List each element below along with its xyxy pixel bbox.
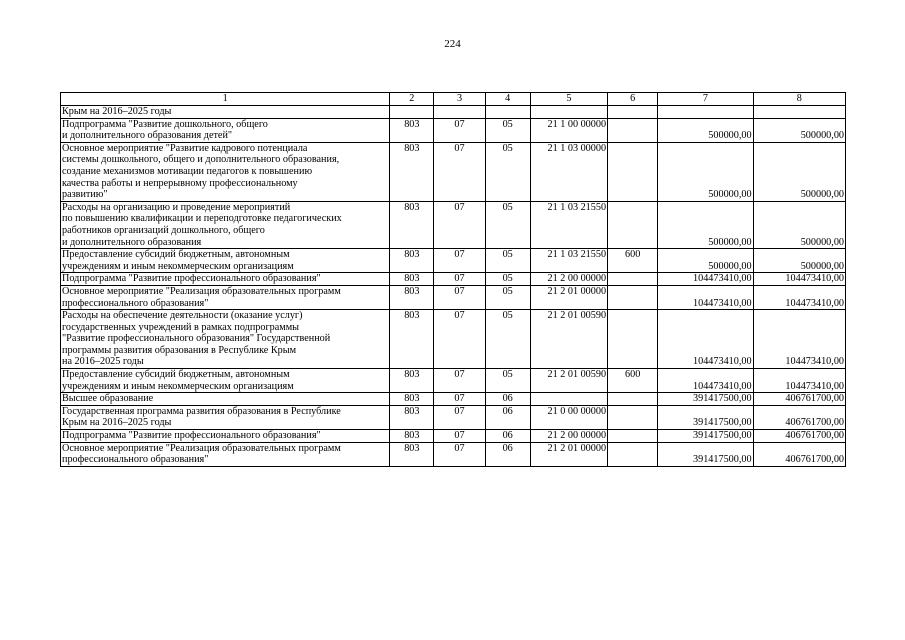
razdel-cell: 07 bbox=[434, 249, 485, 273]
target-article-cell bbox=[530, 106, 607, 119]
razdel-cell: 07 bbox=[434, 273, 485, 286]
glava-cell: 803 bbox=[390, 369, 434, 393]
podrazdel-cell: 06 bbox=[485, 442, 530, 466]
table-row bbox=[61, 201, 846, 248]
amount-2024-cell: 391417500,00 bbox=[658, 405, 753, 429]
expense-type-cell bbox=[608, 201, 658, 248]
razdel-cell: 07 bbox=[434, 442, 485, 466]
header-cell: 1 bbox=[61, 93, 390, 106]
table-row bbox=[61, 118, 846, 142]
row-name-cell: Основное мероприятие "Развитие кадрового потенциала системы дошкольного, общего и дополнительного образования, создание механизмов мотивации педагогов к повышению качества работы и непрерывному профессиональному развитию" bbox=[61, 142, 390, 201]
amount-2025-cell: 500000,00 bbox=[753, 118, 845, 142]
amount-2024-cell: 500000,00 bbox=[658, 249, 753, 273]
razdel-cell: 07 bbox=[434, 285, 485, 309]
header-cell: 7 bbox=[658, 93, 753, 106]
row-name-cell: Подпрограмма "Развитие профессионального образования" bbox=[61, 273, 390, 286]
podrazdel-cell: 05 bbox=[485, 273, 530, 286]
amount-2025-cell: 406761700,00 bbox=[753, 393, 845, 406]
table-row bbox=[61, 393, 846, 406]
amount-2025-cell: 406761700,00 bbox=[753, 442, 845, 466]
podrazdel-cell: 06 bbox=[485, 393, 530, 406]
amount-2024-cell: 104473410,00 bbox=[658, 310, 753, 369]
amount-2024-cell: 500000,00 bbox=[658, 142, 753, 201]
amount-2024-cell: 391417500,00 bbox=[658, 393, 753, 406]
podrazdel-cell: 05 bbox=[485, 118, 530, 142]
table-row bbox=[61, 405, 846, 429]
glava-cell: 803 bbox=[390, 249, 434, 273]
table-row bbox=[61, 310, 846, 369]
budget-table bbox=[60, 92, 846, 467]
row-name-cell: Государственная программа развития образования в Республике Крым на 2016–2025 годы bbox=[61, 405, 390, 429]
row-name-cell: Основное мероприятие "Реализация образовательных программ профессионального образования" bbox=[61, 285, 390, 309]
row-name-cell: Подпрограмма "Развитие дошкольного, общего и дополнительного образования детей" bbox=[61, 118, 390, 142]
page-number: 224 bbox=[444, 38, 461, 50]
razdel-cell: 07 bbox=[434, 118, 485, 142]
target-article-cell: 21 2 01 00000 bbox=[530, 285, 607, 309]
podrazdel-cell: 05 bbox=[485, 310, 530, 369]
expense-type-cell bbox=[608, 106, 658, 119]
header-cell: 4 bbox=[485, 93, 530, 106]
table-row bbox=[61, 369, 846, 393]
glava-cell: 803 bbox=[390, 142, 434, 201]
expense-type-cell bbox=[608, 405, 658, 429]
target-article-cell: 21 1 03 00000 bbox=[530, 142, 607, 201]
glava-cell bbox=[390, 106, 434, 119]
razdel-cell: 07 bbox=[434, 369, 485, 393]
razdel-cell: 07 bbox=[434, 430, 485, 443]
header-cell: 6 bbox=[608, 93, 658, 106]
target-article-cell: 21 2 01 00590 bbox=[530, 369, 607, 393]
podrazdel-cell: 06 bbox=[485, 430, 530, 443]
table-row bbox=[61, 273, 846, 286]
row-name-cell: Предоставление субсидий бюджетным, автономным учреждениям и иным некоммерческим организациям bbox=[61, 249, 390, 273]
amount-2025-cell: 104473410,00 bbox=[753, 285, 845, 309]
amount-2025-cell: 104473410,00 bbox=[753, 310, 845, 369]
expense-type-cell bbox=[608, 430, 658, 443]
row-name-cell: Высшее образование bbox=[61, 393, 390, 406]
razdel-cell: 07 bbox=[434, 310, 485, 369]
podrazdel-cell bbox=[485, 106, 530, 119]
glava-cell: 803 bbox=[390, 442, 434, 466]
podrazdel-cell: 05 bbox=[485, 249, 530, 273]
amount-2025-cell bbox=[753, 106, 845, 119]
podrazdel-cell: 05 bbox=[485, 285, 530, 309]
row-name-cell: Подпрограмма "Развитие профессионального образования" bbox=[61, 430, 390, 443]
amount-2024-cell: 104473410,00 bbox=[658, 369, 753, 393]
razdel-cell: 07 bbox=[434, 405, 485, 429]
podrazdel-cell: 05 bbox=[485, 369, 530, 393]
expense-type-cell bbox=[608, 393, 658, 406]
row-name-cell: Основное мероприятие "Реализация образовательных программ профессионального образования" bbox=[61, 442, 390, 466]
table-header-row bbox=[61, 93, 846, 106]
amount-2024-cell: 391417500,00 bbox=[658, 430, 753, 443]
razdel-cell bbox=[434, 106, 485, 119]
target-article-cell: 21 2 00 00000 bbox=[530, 430, 607, 443]
header-cell: 5 bbox=[530, 93, 607, 106]
header-cell: 8 bbox=[753, 93, 845, 106]
expense-type-cell bbox=[608, 142, 658, 201]
amount-2025-cell: 406761700,00 bbox=[753, 405, 845, 429]
target-article-cell: 21 1 03 21550 bbox=[530, 249, 607, 273]
target-article-cell: 21 0 00 00000 bbox=[530, 405, 607, 429]
amount-2025-cell: 500000,00 bbox=[753, 249, 845, 273]
amount-2024-cell: 391417500,00 bbox=[658, 442, 753, 466]
expense-type-cell bbox=[608, 442, 658, 466]
razdel-cell: 07 bbox=[434, 201, 485, 248]
glava-cell: 803 bbox=[390, 405, 434, 429]
row-name-cell: Расходы на организацию и проведение мероприятий по повышению квалификации и переподготовке педагогических работников организаций дошкольного, общего и дополнительного образования bbox=[61, 201, 390, 248]
razdel-cell: 07 bbox=[434, 142, 485, 201]
expense-type-cell bbox=[608, 285, 658, 309]
target-article-cell: 21 2 00 00000 bbox=[530, 273, 607, 286]
table-row bbox=[61, 285, 846, 309]
glava-cell: 803 bbox=[390, 310, 434, 369]
amount-2024-cell: 104473410,00 bbox=[658, 285, 753, 309]
razdel-cell: 07 bbox=[434, 393, 485, 406]
expense-type-cell: 600 bbox=[608, 369, 658, 393]
glava-cell: 803 bbox=[390, 273, 434, 286]
row-name-cell: Предоставление субсидий бюджетным, автономным учреждениям и иным некоммерческим организациям bbox=[61, 369, 390, 393]
amount-2025-cell: 406761700,00 bbox=[753, 430, 845, 443]
table-row bbox=[61, 249, 846, 273]
amount-2025-cell: 500000,00 bbox=[753, 142, 845, 201]
table-row bbox=[61, 430, 846, 443]
expense-type-cell bbox=[608, 118, 658, 142]
target-article-cell: 21 2 01 00590 bbox=[530, 310, 607, 369]
podrazdel-cell: 06 bbox=[485, 405, 530, 429]
header-cell: 2 bbox=[390, 93, 434, 106]
glava-cell: 803 bbox=[390, 430, 434, 443]
expense-type-cell bbox=[608, 310, 658, 369]
amount-2024-cell bbox=[658, 106, 753, 119]
amount-2025-cell: 104473410,00 bbox=[753, 273, 845, 286]
glava-cell: 803 bbox=[390, 285, 434, 309]
table-row bbox=[61, 142, 846, 201]
row-name-cell: Расходы на обеспечение деятельности (оказание услуг) государственных учреждений в рамках подпрограммы "Развитие профессионального образования" Государственной программы развития образования в Республике Крым на 2016–2025 годы bbox=[61, 310, 390, 369]
header-cell: 3 bbox=[434, 93, 485, 106]
podrazdel-cell: 05 bbox=[485, 142, 530, 201]
amount-2025-cell: 500000,00 bbox=[753, 201, 845, 248]
target-article-cell bbox=[530, 393, 607, 406]
podrazdel-cell: 05 bbox=[485, 201, 530, 248]
table-row bbox=[61, 442, 846, 466]
amount-2024-cell: 500000,00 bbox=[658, 118, 753, 142]
row-name-cell: Крым на 2016–2025 годы bbox=[61, 106, 390, 119]
target-article-cell: 21 1 03 21550 bbox=[530, 201, 607, 248]
target-article-cell: 21 2 01 00000 bbox=[530, 442, 607, 466]
glava-cell: 803 bbox=[390, 393, 434, 406]
table-row bbox=[61, 106, 846, 119]
amount-2024-cell: 500000,00 bbox=[658, 201, 753, 248]
target-article-cell: 21 1 00 00000 bbox=[530, 118, 607, 142]
glava-cell: 803 bbox=[390, 118, 434, 142]
glava-cell: 803 bbox=[390, 201, 434, 248]
amount-2025-cell: 104473410,00 bbox=[753, 369, 845, 393]
amount-2024-cell: 104473410,00 bbox=[658, 273, 753, 286]
expense-type-cell: 600 bbox=[608, 249, 658, 273]
expense-type-cell bbox=[608, 273, 658, 286]
